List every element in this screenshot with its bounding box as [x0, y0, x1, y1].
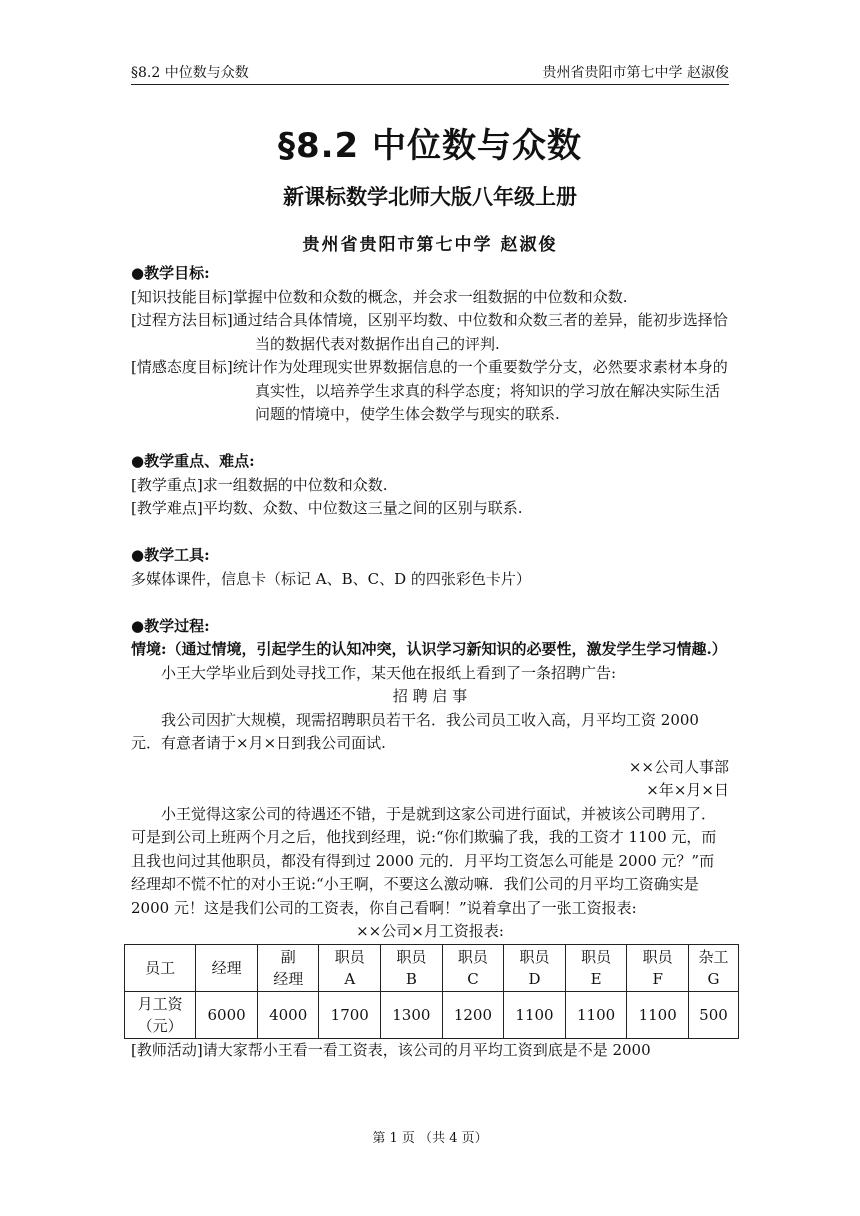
header-right: 贵州省贵阳市第七中学 赵淑俊 [542, 65, 729, 81]
ad-body: 我公司因扩大规模，现需招聘职员若干名．我公司员工收入高，月平均工资 2000 元．有意者请于×月×日到我公司面试. [131, 710, 699, 752]
table-header-cell: 职员 F [627, 944, 689, 991]
table-cell: 1100 [627, 991, 689, 1038]
process-heading: ●教学过程: [131, 616, 210, 635]
story-paragraph-2: 小王觉得这家公司的待遇还不错，于是就到这家公司进行面试，并被该公司聘用了．可是到公司上班两个月之后，他找到经理，说:“你们欺骗了我，我的工资才 1100 元，而且我也问过其他职员，都没有得到过 2000 元的．月平均工资怎么可能是 2000 元？”而经理却不慌不忙的对小王说:“小王啊，不要这么激动嘛．我们公司的月平均工资确实是 2000 元！这是我们公司的工资表，你自己看啊！”说着拿出了一张工资报表: [131, 804, 717, 917]
table-cell: 1300 [381, 991, 443, 1038]
table-header-cell: 杂工 G [688, 944, 738, 991]
page-subtitle: 新课标数学北师大版八年级上册 [283, 185, 577, 209]
table-header-cell: 副 经理 [257, 944, 319, 991]
table-header-cell: 员工 [125, 944, 196, 991]
table-header-cell: 职员 C [442, 944, 504, 991]
table-caption: ××公司×月工资报表: [356, 922, 504, 940]
ad-title: 招 聘 启 事 [392, 687, 468, 705]
salary-table [124, 944, 739, 1039]
table-row [125, 944, 739, 991]
page-title: §8.2 中位数与众数 [277, 126, 583, 166]
table-cell: 1100 [504, 991, 566, 1038]
page-footer: 第 1 页 （共 4 页） [372, 1131, 488, 1146]
situation-text: 情境:（通过情境，引起学生的认知冲突，认识学习新知识的必要性，激发学生学习情趣.） [131, 640, 727, 658]
author-line: 贵州省贵阳市第七中学 赵淑俊 [302, 235, 558, 255]
table-cell: 6000 [196, 991, 258, 1038]
table-header-cell: 职员 D [504, 944, 566, 991]
table-cell: 1100 [565, 991, 627, 1038]
table-row-label: 月工资 （元） [125, 991, 196, 1038]
tools-heading: ●教学工具: [131, 546, 210, 564]
table-header-cell: 职员 B [381, 944, 443, 991]
story-paragraph-1: 小王大学毕业后到处寻找工作，某天他在报纸上看到了一条招聘广告: [161, 663, 617, 682]
document-body [131, 262, 729, 1062]
goal-knowledge: [知识技能目标]掌握中位数和众数的概念，并会求一组数据的中位数和众数. [131, 287, 628, 306]
table-cell: 4000 [257, 991, 319, 1038]
goal-attitude: [情感态度目标]统计作为处理现实世界数据信息的一个重要数学分支，必然要求素材本身的真实性，以培养学生求真的科学态度；将知识的学习放在解决实际生活问题的情境中，使学生体会数学与现实的联系. [131, 358, 728, 423]
goal-process: [过程方法目标]通过结合具体情境，区别平均数、中位数和众数三者的差异，能初步选择恰当的数据代表对数据作出自己的评判. [131, 311, 728, 353]
tools-text: 多媒体课件，信息卡（标记 A、B、C、D 的四张彩色卡片） [131, 569, 531, 588]
teacher-activity: [教师活动]请大家帮小王看一看工资表，该公司的月平均工资到底是不是 2000 [131, 1040, 651, 1059]
header-left: §8.2 中位数与众数 [131, 65, 249, 81]
goals-heading: ●教学目标: [131, 264, 210, 282]
ad-signature-date: ×年×月×日 [646, 781, 729, 799]
key-points-heading: ●教学重点、难点: [131, 452, 255, 470]
ad-signature-company: ××公司人事部 [628, 757, 729, 776]
table-header-cell: 经理 [196, 944, 258, 991]
table-header-cell: 职员 E [565, 944, 627, 991]
table-cell: 1700 [319, 991, 381, 1038]
key-point: [教学重点]求一组数据的中位数和众数. [131, 475, 388, 494]
table-header-cell: 职员 A [319, 944, 381, 991]
difficult-point: [教学难点]平均数、众数、中位数这三量之间的区别与联系. [131, 499, 523, 517]
table-cell: 1200 [442, 991, 504, 1038]
table-cell: 500 [688, 991, 738, 1038]
table-row [125, 991, 739, 1038]
page-header [131, 60, 729, 85]
